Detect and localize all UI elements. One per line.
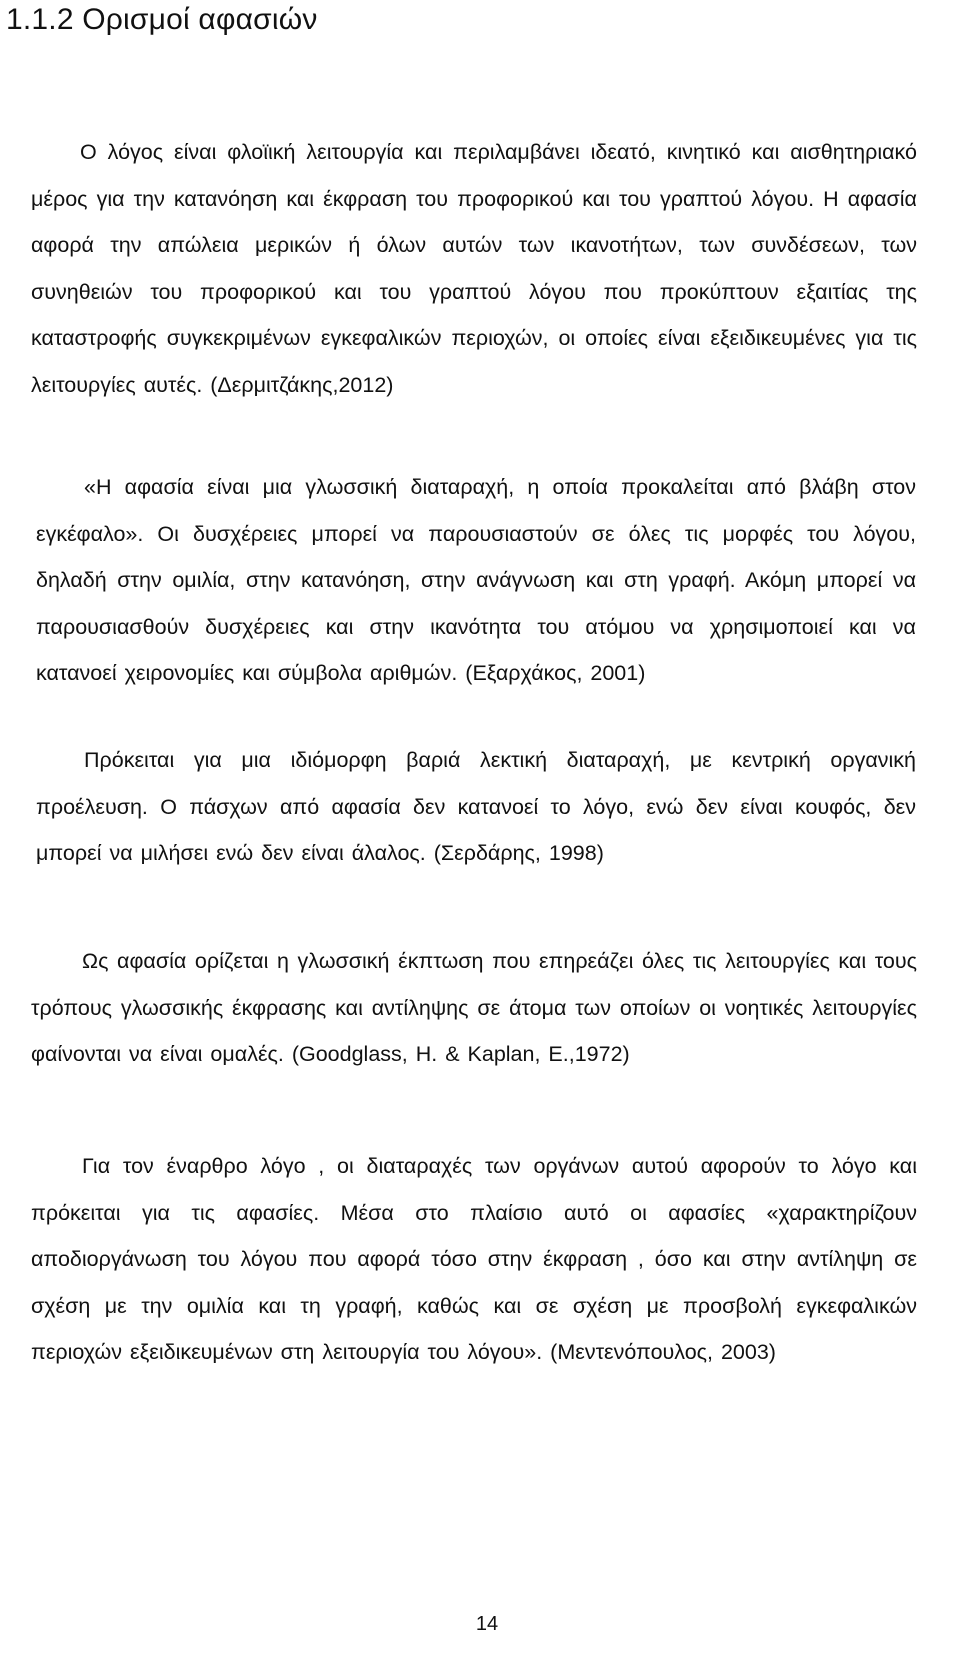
paragraph-language-disorder: «Η αφασία είναι μια γλωσσική διαταραχή, η οποία προκαλείται από βλάβη στον εγκέφαλο». Οι δυσχέρειες μπορεί να παρουσιαστούν σε όλες τις μορφές του λόγου, δηλαδή στην ομιλία, στην κατανόηση, στην ανάγνωση και στη γραφή. Ακόμη μπορεί να παρουσιασθούν δυσχέρειες και στην ικανότητα του ατόμου να χρησιμοποιεί και να κατανοεί χειρονομίες και σύμβολα αριθμών. (Εξαρχάκος, 2001) — [36, 475, 916, 685]
section-heading: 1.1.2 Ορισμοί αφασιών — [6, 3, 318, 36]
paragraph-definition-speech: Ο λόγος είναι φλοϊική λειτουργία και περιλαμβάνει ιδεατό, κινητικό και αισθητηριακό μέρος για την κατανόηση και έκφραση του προφορικού και του γραπτού λόγου. Η αφασία αφορά την απώλεια μερικών ή όλων αυτών των ικανοτήτων, των συνδέσεων, των συνηθειών του προφορικού και του γραπτού λόγου που προκύπτουν εξαιτίας της καταστροφής συγκεκριμένων εγκεφαλικών περιοχών, οι οποίες είναι εξειδικευμένες για τις λειτουργίες αυτές. (Δερμιτζάκης,2012) — [31, 140, 917, 397]
paragraph-verbal-disorder: Πρόκειται για μια ιδιόμορφη βαριά λεκτική διαταραχή, με κεντρική οργανική προέλευση. Ο πάσχων από αφασία δεν κατανοεί το λόγο, ενώ δεν είναι κουφός, δεν μπορεί να μιλήσει ενώ δεν είναι άλαλος. (Σερδάρης, 1998) — [36, 748, 916, 865]
paragraph-articulate-speech: Για τον έναρθρο λόγο , οι διαταραχές των οργάνων αυτού αφορούν το λόγο και πρόκειται για τις αφασίες. Μέσα στο πλαίσιο αυτό οι αφασίες «χαρακτηρίζουν αποδιοργάνωση του λόγου που αφορά τόσο στην έκφραση , όσο και στην αντίληψη σε σχέση με την ομιλία και τη γραφή, καθώς και σε σχέση με προσβολή εγκεφαλικών περιοχών εξειδικευμένων στη λειτουργία του λόγου». (Μεντενόπουλος, 2003) — [31, 1154, 917, 1364]
paragraph-linguistic-decline: Ως αφασία ορίζεται η γλωσσική έκπτωση που επηρεάζει όλες τις λειτουργίες και τους τρόπους γλωσσικής έκφρασης και αντίληψης σε άτομα των οποίων οι νοητικές λειτουργίες φαίνονται να είναι ομαλές. (Goodglass, H. & Kaplan, E.,1972) — [31, 949, 917, 1066]
page-number: 14 — [475, 1613, 499, 1635]
